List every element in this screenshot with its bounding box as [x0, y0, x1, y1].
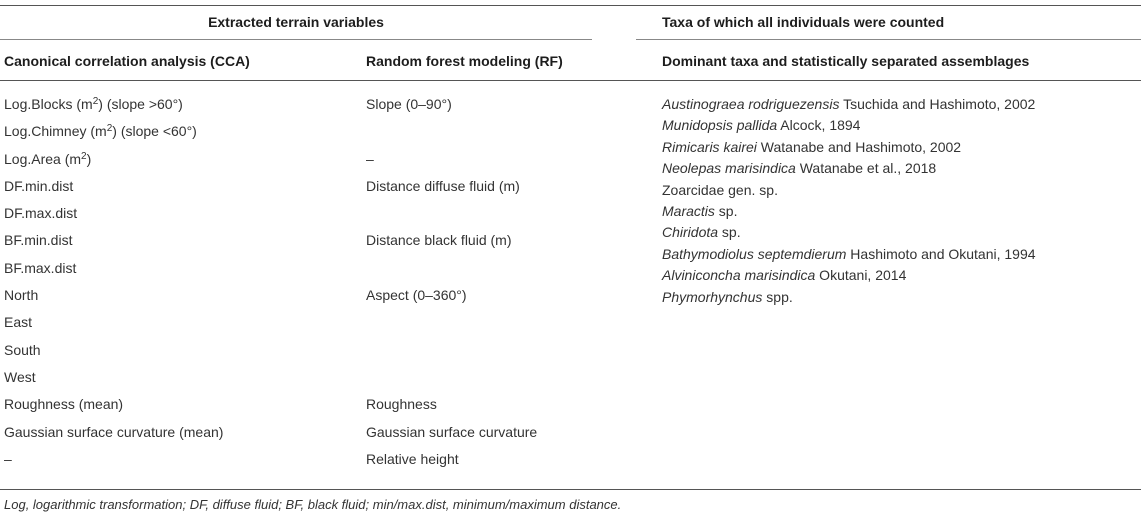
- rf-cell: [366, 340, 537, 367]
- taxon-name: Neolepas marisindica: [662, 160, 796, 177]
- cca-cell-text: South: [4, 341, 41, 358]
- taxon-item: [662, 115, 1036, 136]
- group-rule-terrain: [0, 39, 592, 40]
- taxon-item: [662, 180, 1036, 201]
- cca-cell-text: DF.min.dist: [4, 177, 74, 194]
- group-header-terrain: Extracted terrain variables: [208, 14, 384, 30]
- cca-cell-text: West: [4, 368, 36, 385]
- taxon-name: Austinograea rodriguezensis: [662, 96, 840, 112]
- cca-cell-text: Log.Blocks (m: [4, 96, 93, 112]
- cca-cell-superscript: 2: [106, 123, 113, 135]
- cca-cell-suffix: ) (slope >60°): [98, 96, 183, 112]
- table-bottom-rule: [0, 489, 1141, 490]
- taxon-authority: Alcock, 1894: [777, 117, 861, 134]
- cca-cell: [4, 367, 223, 394]
- rf-cell: –: [366, 150, 374, 167]
- header-rule: [0, 80, 1141, 81]
- taxon-item: [662, 244, 1036, 265]
- taxon-item: [662, 94, 1036, 115]
- cca-cell: [4, 449, 223, 476]
- taxon-authority: Okutani, 2014: [815, 267, 907, 284]
- cca-cell: [4, 422, 223, 449]
- taxon-item: [662, 222, 1036, 243]
- cca-cell-superscript: 2: [92, 96, 99, 107]
- taxon-name: Bathymodiolus septemdierum: [662, 245, 847, 262]
- cca-cell: [4, 230, 223, 257]
- taxon-item: [662, 287, 1036, 308]
- cca-column: [4, 94, 223, 476]
- cca-cell-text: BF.max.dist: [4, 259, 77, 276]
- taxon-authority: Watanabe and Hashimoto, 2002: [756, 138, 962, 155]
- cca-cell: [4, 285, 223, 312]
- taxon-authority: spp.: [762, 288, 793, 305]
- cca-cell-suffix: ): [86, 150, 92, 167]
- rf-cell: Distance black fluid (m): [366, 232, 512, 249]
- taxon-name: Rimicaris kairei: [662, 138, 757, 155]
- cca-cell: [4, 258, 223, 285]
- taxon-name: Phymorhynchus: [662, 288, 763, 305]
- rf-cell: [366, 367, 537, 394]
- taxon-name: Alviniconcha marisindica: [662, 267, 816, 284]
- taxon-item: [662, 137, 1036, 158]
- cca-cell: [4, 394, 223, 421]
- taxon-item: [662, 265, 1036, 286]
- table-footnote: Log, logarithmic transformation; DF, diffuse fluid; BF, black fluid; min/max.dist, minimum/maximum distance.: [4, 497, 622, 512]
- cca-cell: [4, 149, 223, 176]
- taxon-name: Chiridota: [662, 224, 719, 241]
- cca-cell-text: Log.Chimney (m: [4, 123, 107, 140]
- column-header-rf: Random forest modeling (RF): [366, 53, 563, 69]
- rf-column: [366, 94, 537, 476]
- rf-cell: Roughness: [366, 396, 437, 413]
- rf-cell: [366, 203, 537, 230]
- cca-cell: [4, 94, 223, 121]
- cca-cell: [4, 312, 223, 339]
- taxon-authority: Hashimoto and Okutani, 1994: [846, 245, 1036, 262]
- rf-cell: [366, 121, 537, 148]
- column-header-taxa: Dominant taxa and statistically separated assemblages: [662, 53, 1030, 69]
- cca-cell: [4, 203, 223, 230]
- cca-cell-text: Gaussian surface curvature (mean): [4, 423, 224, 440]
- cca-cell-text: Roughness (mean): [4, 396, 124, 413]
- rf-cell: [366, 258, 537, 285]
- cca-cell-text: DF.max.dist: [4, 205, 78, 222]
- cca-cell: [4, 176, 223, 203]
- rf-cell: Relative height: [366, 450, 459, 467]
- cca-cell: [4, 121, 223, 148]
- taxon-authority: Watanabe et al., 2018: [795, 160, 937, 177]
- cca-cell-suffix: ) (slope <60°): [112, 123, 197, 140]
- taxon-authority: sp.: [718, 224, 741, 241]
- taxon-authority: sp.: [714, 202, 738, 219]
- rf-cell: [366, 312, 537, 339]
- rf-cell: Distance diffuse fluid (m): [366, 177, 520, 194]
- table-top-rule: [0, 5, 1141, 6]
- taxa-column: [662, 94, 1036, 308]
- cca-cell-text: –: [4, 450, 12, 467]
- taxon-authority: Tsuchida and Hashimoto, 2002: [839, 96, 1036, 112]
- taxon-name: Maractis: [662, 202, 715, 219]
- rf-cell: Slope (0–90°): [366, 96, 452, 112]
- taxon-item: [662, 158, 1036, 179]
- cca-cell: [4, 340, 223, 367]
- rf-cell: Gaussian surface curvature: [366, 423, 538, 440]
- taxon-name: Munidopsis pallida: [662, 117, 778, 134]
- rf-cell: Aspect (0–360°): [366, 287, 467, 304]
- group-header-taxa: Taxa of which all individuals were counted: [662, 14, 945, 30]
- cca-cell-text: East: [4, 314, 33, 331]
- column-header-cca: Canonical correlation analysis (CCA): [4, 53, 250, 69]
- taxon-authority: Zoarcidae gen. sp.: [662, 181, 778, 198]
- cca-cell-superscript: 2: [81, 150, 87, 162]
- cca-cell-text: Log.Area (m: [4, 150, 82, 167]
- cca-cell-text: North: [4, 287, 39, 304]
- taxon-item: [662, 201, 1036, 222]
- group-rule-taxa: [636, 39, 1141, 40]
- cca-cell-text: BF.min.dist: [4, 232, 73, 249]
